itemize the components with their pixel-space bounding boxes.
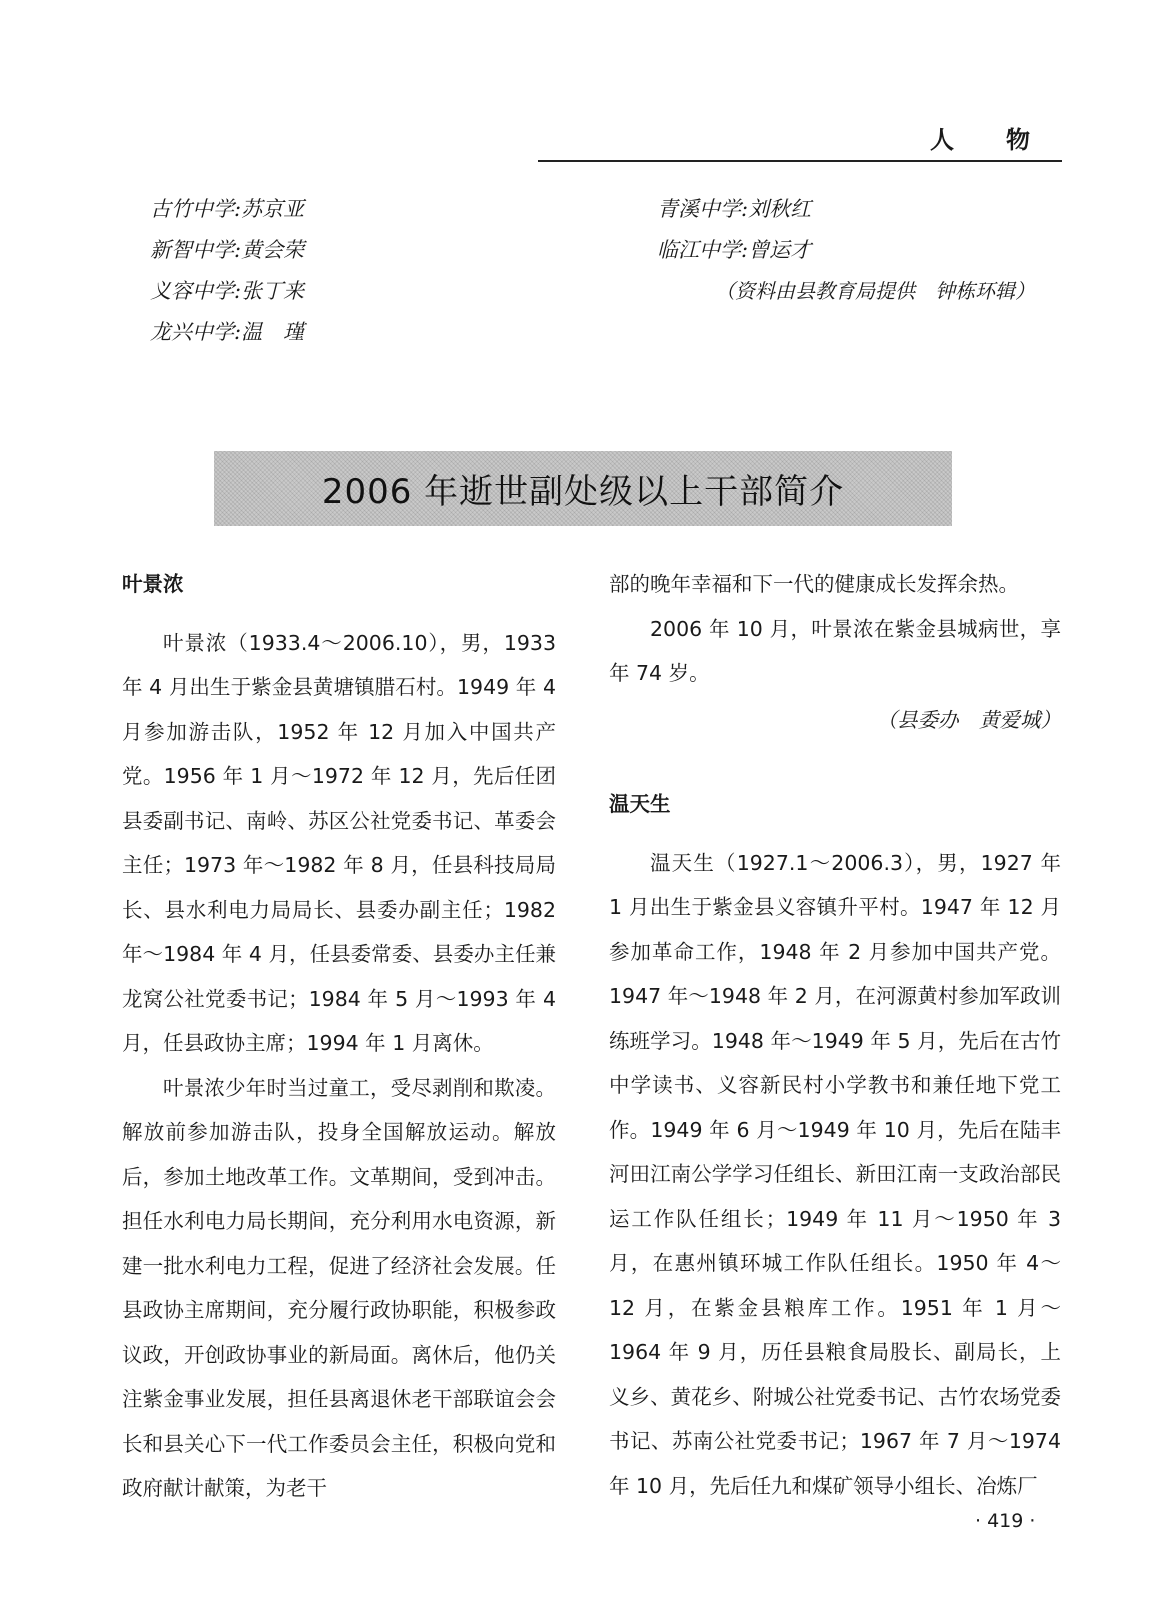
source-note: （资料由县教育局提供 钟栋环辑） — [715, 279, 1035, 303]
principal-entry: 义容中学:张丁来 — [150, 279, 305, 303]
byline: （县委办 黄爱城） — [876, 707, 1061, 732]
section-title — [930, 120, 1030, 155]
banner-title: 2006 年逝世副处级以上干部简介 — [321, 472, 845, 512]
principal-entry: 临江中学:曾运才 — [657, 238, 812, 262]
column-right — [609, 562, 1061, 1508]
section-title-right: 物 — [1006, 126, 1030, 154]
principal-list-right — [657, 189, 811, 271]
person-name: 叶景浓 — [122, 572, 184, 596]
paragraph-continuation: 部的晚年幸福和下一代的健康成长发挥余热。 — [609, 572, 1019, 596]
section-banner — [214, 451, 952, 526]
principal-list-left — [150, 189, 304, 353]
person-name: 温天生 — [609, 792, 671, 816]
section-title-left: 人 — [930, 126, 954, 154]
principal-entry: 龙兴中学:温 瑾 — [150, 320, 305, 344]
header-rule — [538, 160, 1062, 162]
principal-entry: 青溪中学:刘秋红 — [657, 197, 812, 221]
spacer — [609, 742, 1061, 782]
page-number: · 419 · — [975, 1510, 1036, 1532]
paragraph: 2006 年 10 月，叶景浓在紫金县城病世，享年 74 岁。 — [609, 616, 1061, 685]
paragraph: 温天生（1927.1～2006.3），男，1927 年 1 月出生于紫金县义容镇升平村。1947 年 12 月参加革命工作，1948 年 2 月参加中国共产党。1947 年～1948 年 2 月，在河源黄村参加军政训练班学习。1948 年～1949 年 5 月，先后在古竹中学读书、义容新民村小学教书和兼任地下党工作。1949 年 6 月～1949 年 10 月，先后在陆丰河田江南公学学习任组长、新田江南一支政治部民运工作队任组长；1949 年 11 月～1950 年 3 月，在惠州镇环城工作队任组长。1950 年 4～12 月，在紫金县粮库工作。1951 年 1 月～1964 年 9 月，历任县粮食局股长、副局长，上义乡、黄花乡、附城公社党委书记、古竹农场党委书记、苏南公社党委书记；1967 年 7 月～1974 年 10 月，先后任九和煤矿领导小组长、冶炼厂 — [609, 850, 1061, 1498]
paragraph: 叶景浓（1933.4～2006.10），男，1933 年 4 月出生于紫金县黄塘镇腊石村。1949 年 4 月参加游击队，1952 年 12 月加入中国共产党。1956 年 1 月～1972 年 12 月，先后任团县委副书记、南岭、苏区公社党委书记、革委会主任；1973 年～1982 年 8 月，任县科技局局长、县水利电力局局长、县委办副主任；1982 年～1984 年 4 月，任县委常委、县委办主任兼龙窝公社党委书记；1984 年 5 月～1993 年 4 月，任县政协主席；1994 年 1 月离休。 — [122, 630, 556, 1055]
principal-entry: 新智中学:黄会荣 — [150, 238, 305, 262]
paragraph: 叶景浓少年时当过童工，受尽剥削和欺凌。解放前参加游击队，投身全国解放运动。解放后，参加土地改革工作。文革期间，受到冲击。担任水利电力局长期间，充分利用水电资源，新建一批水利电力工程，促进了经济社会发展。任县政协主席期间，充分履行政协职能，积极参政议政，开创政协事业的新局面。离休后，他仍关注紫金事业发展，担任县离退休老干部联谊会会长和县关心下一代工作委员会主任，积极向党和政府献计献策，为老干 — [122, 1075, 556, 1500]
column-left — [122, 562, 556, 1511]
principal-entry: 古竹中学:苏京亚 — [150, 197, 305, 221]
